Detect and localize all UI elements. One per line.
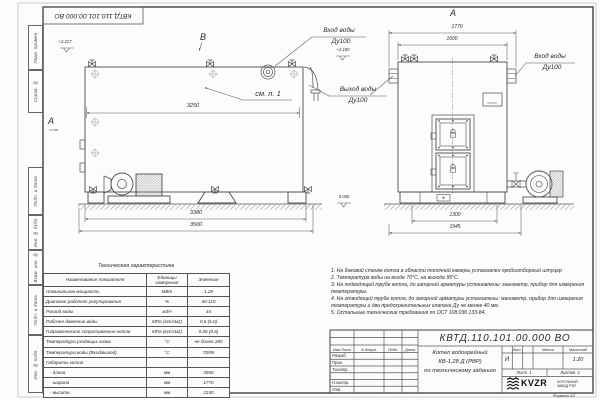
spec-row: [44, 297, 230, 307]
spec-name: Габариты котла: [44, 357, 147, 367]
spec-value: 2150: [188, 387, 230, 397]
sheet-number: Лист 1: [516, 369, 532, 375]
product-title-line3: по техническому заданию: [424, 368, 496, 374]
spec-units: МПа (кгс/см2): [147, 317, 188, 327]
spec-value: 44: [188, 307, 230, 317]
spec-units: м3/ч: [147, 307, 188, 317]
inlet2-annotation-line1: Вход воды: [534, 53, 566, 60]
sig-razrab: Разраб.: [332, 353, 347, 358]
sig-tkontr: Т.контр.: [332, 366, 349, 372]
margin-label: Перв. примен.: [33, 31, 38, 64]
spec-row: [44, 327, 230, 337]
inlet2-annotation-line2: Ду100: [542, 64, 562, 71]
margin-cell-vzam-inv: [28, 250, 43, 285]
margin-label: Взам. инв. №: [33, 252, 38, 283]
note-1: 1. На боковой стенке котла в области топочной камеры установлен пробоотборный штуцер: [331, 268, 562, 274]
spec-name: Температура уходящих газов: [44, 337, 147, 347]
margin-label: Справ. №: [33, 80, 38, 103]
spec-value: 70/95: [188, 347, 230, 357]
rev-col-data: Дата: [404, 346, 416, 352]
spec-header-name: Наименование показателя: [44, 274, 147, 287]
center-marks: [91, 70, 299, 158]
lit-value: И: [504, 357, 510, 363]
door-bolts: [438, 120, 468, 187]
spec-units: мм: [147, 387, 188, 397]
spec-row: [44, 367, 230, 377]
mass-header: Масса: [542, 347, 554, 352]
spec-name: Гидравлическое сопротивление котла: [44, 327, 147, 337]
dim-3500: 3500: [189, 222, 203, 228]
spec-row: [44, 387, 230, 397]
spec-units: мм: [147, 377, 188, 387]
dim-3250: 3250: [186, 103, 200, 109]
logo-caption-line2: ЗАВОД РЭП: [557, 384, 576, 388]
spec-value: [188, 357, 230, 367]
margin-cell-inv-podl: [28, 335, 43, 393]
inlet-flange-circle: [261, 65, 275, 79]
spec-units: МВт: [147, 287, 188, 297]
kvzr-logo-text: KVZR: [521, 377, 548, 388]
margin-cell-podp-data-2: [28, 285, 43, 335]
kvzr-logo-icon: [507, 378, 519, 389]
note-3: 3. На подводящей трубе котла, до запорной арматуры установлены: манометр, прибор для измерения температуры.: [331, 282, 585, 296]
margin-label: Инв. № подл.: [33, 348, 38, 380]
outlet-annotation-line2: Ду100: [348, 97, 368, 104]
spec-units: %: [147, 297, 188, 307]
spec-value: 1770: [188, 377, 230, 387]
scale-value: 1:20: [572, 357, 584, 363]
spec-units: [147, 357, 188, 367]
product-title-line2: КВ-1,28 Д (РВР): [438, 359, 482, 365]
spec-row: [44, 347, 230, 357]
spec-value: не более 280: [188, 337, 230, 347]
spec-value: 0,06 (0,6): [188, 327, 230, 337]
spec-name: - высота: [44, 387, 147, 397]
spec-row: [44, 377, 230, 387]
product-title-line1: Котел водогрейный: [432, 350, 488, 356]
margin-label: Подп. и дата: [33, 294, 38, 326]
leader-lines: [49, 37, 575, 207]
margin-label: Подп. и дата: [33, 175, 38, 207]
outlet-annotation-line1: Выход воды: [339, 86, 377, 93]
spec-name: - длина: [44, 367, 147, 377]
ground-hatching: [78, 204, 574, 210]
inlet-annotation-line2: Ду100: [331, 38, 351, 45]
dim-1600: 1600: [446, 36, 458, 42]
note-4: 4. На отводящей трубе котла, до запорной арматуры установлены: манометр, прибор для измерения температуры и два предохранительных клапана Ду не менее 40 мм.: [331, 296, 583, 310]
level-mark-2217: +2.217: [58, 39, 72, 44]
spec-row: [44, 337, 230, 347]
level-mark-zero: 0.000: [338, 194, 350, 199]
spec-value: 1,28: [188, 287, 230, 297]
spec-name: Расход воды: [44, 307, 147, 317]
logo-caption-line1: КОТЕЛЬНЫЙ: [557, 379, 578, 384]
sig-utv: Утв.: [332, 386, 342, 392]
view-label-b: В: [199, 32, 207, 42]
spec-name: Рабочее давление воды: [44, 317, 147, 327]
spec-units: °С: [147, 347, 188, 357]
see-note-ref: см. п. 1: [255, 89, 281, 98]
margin-cell-podp-data-1: [28, 167, 43, 215]
spec-row: [44, 357, 230, 367]
spec-table: [43, 273, 230, 398]
dim-1945: 1945: [449, 224, 461, 230]
level-mark-2100: +2.100: [336, 47, 350, 52]
note-5: 5. Остальные технические требования по ОСТ 108.030.133-84.: [331, 310, 486, 317]
title-block-doc-number: КВТД.110.101.00.000 ВО: [439, 332, 571, 344]
margin-cell-perv-primen: [28, 25, 43, 70]
spec-name: Температура воды (Вход/выход): [44, 347, 147, 357]
rev-col-izm-list: Изм.Лист: [332, 346, 352, 352]
margin-label: Инв. № дубл.: [33, 217, 38, 248]
spec-header-row: [44, 274, 230, 287]
margin-cell-inv-dubl: [28, 215, 43, 250]
rev-col-ndocum: N докум.: [361, 346, 377, 352]
rev-col-podp: Подп.: [387, 346, 399, 352]
spec-value: 3500: [188, 367, 230, 377]
spec-units: мм: [147, 367, 188, 377]
spec-units: МПа (кгс/см2): [147, 327, 188, 337]
spec-row: [44, 287, 230, 297]
lit-header: Лит.: [512, 347, 522, 352]
format-label: Формат А3: [553, 393, 575, 398]
scale-header: Масштаб: [568, 347, 588, 352]
spec-header-units: Единицы измерения: [147, 274, 188, 287]
spec-units: °С: [147, 337, 188, 347]
spec-name: Диапазон рабочего регулирования: [44, 297, 147, 307]
dim-3380: 3380: [189, 210, 203, 216]
technical-notes: [331, 268, 592, 318]
note-2: 2. Температура воды на входе 70°С, на выходе 95°С.: [331, 275, 460, 282]
sig-prov: Пров.: [332, 359, 343, 365]
inlet-annotation-line1: Вход воды: [323, 27, 355, 34]
section-label-a: А: [47, 116, 55, 126]
view-title-a: А: [449, 8, 457, 18]
margin-cell-sprav-no: [28, 70, 43, 113]
spec-value: 40-110: [188, 297, 230, 307]
spec-header-value: Значение: [188, 274, 230, 287]
dim-1300: 1300: [449, 212, 461, 218]
spec-value: 0,6 (6,0): [188, 317, 230, 327]
sig-nkontr: Н.контр.: [332, 380, 350, 385]
spec-row: [44, 307, 230, 317]
spec-table-title: Техническая характеристика: [97, 263, 175, 269]
boiler-side-view: [80, 67, 320, 203]
spec-name: Номинальная мощность: [44, 287, 147, 297]
dim-1770: 1770: [451, 24, 463, 30]
spec-row: [44, 317, 230, 327]
top-doc-number-stamp: КВТД.110.101.00.000 ВО: [54, 12, 132, 19]
spec-name: - ширина: [44, 377, 147, 387]
sheets-total: Листов 2: [560, 369, 580, 375]
boiler-front-view: [389, 58, 563, 203]
